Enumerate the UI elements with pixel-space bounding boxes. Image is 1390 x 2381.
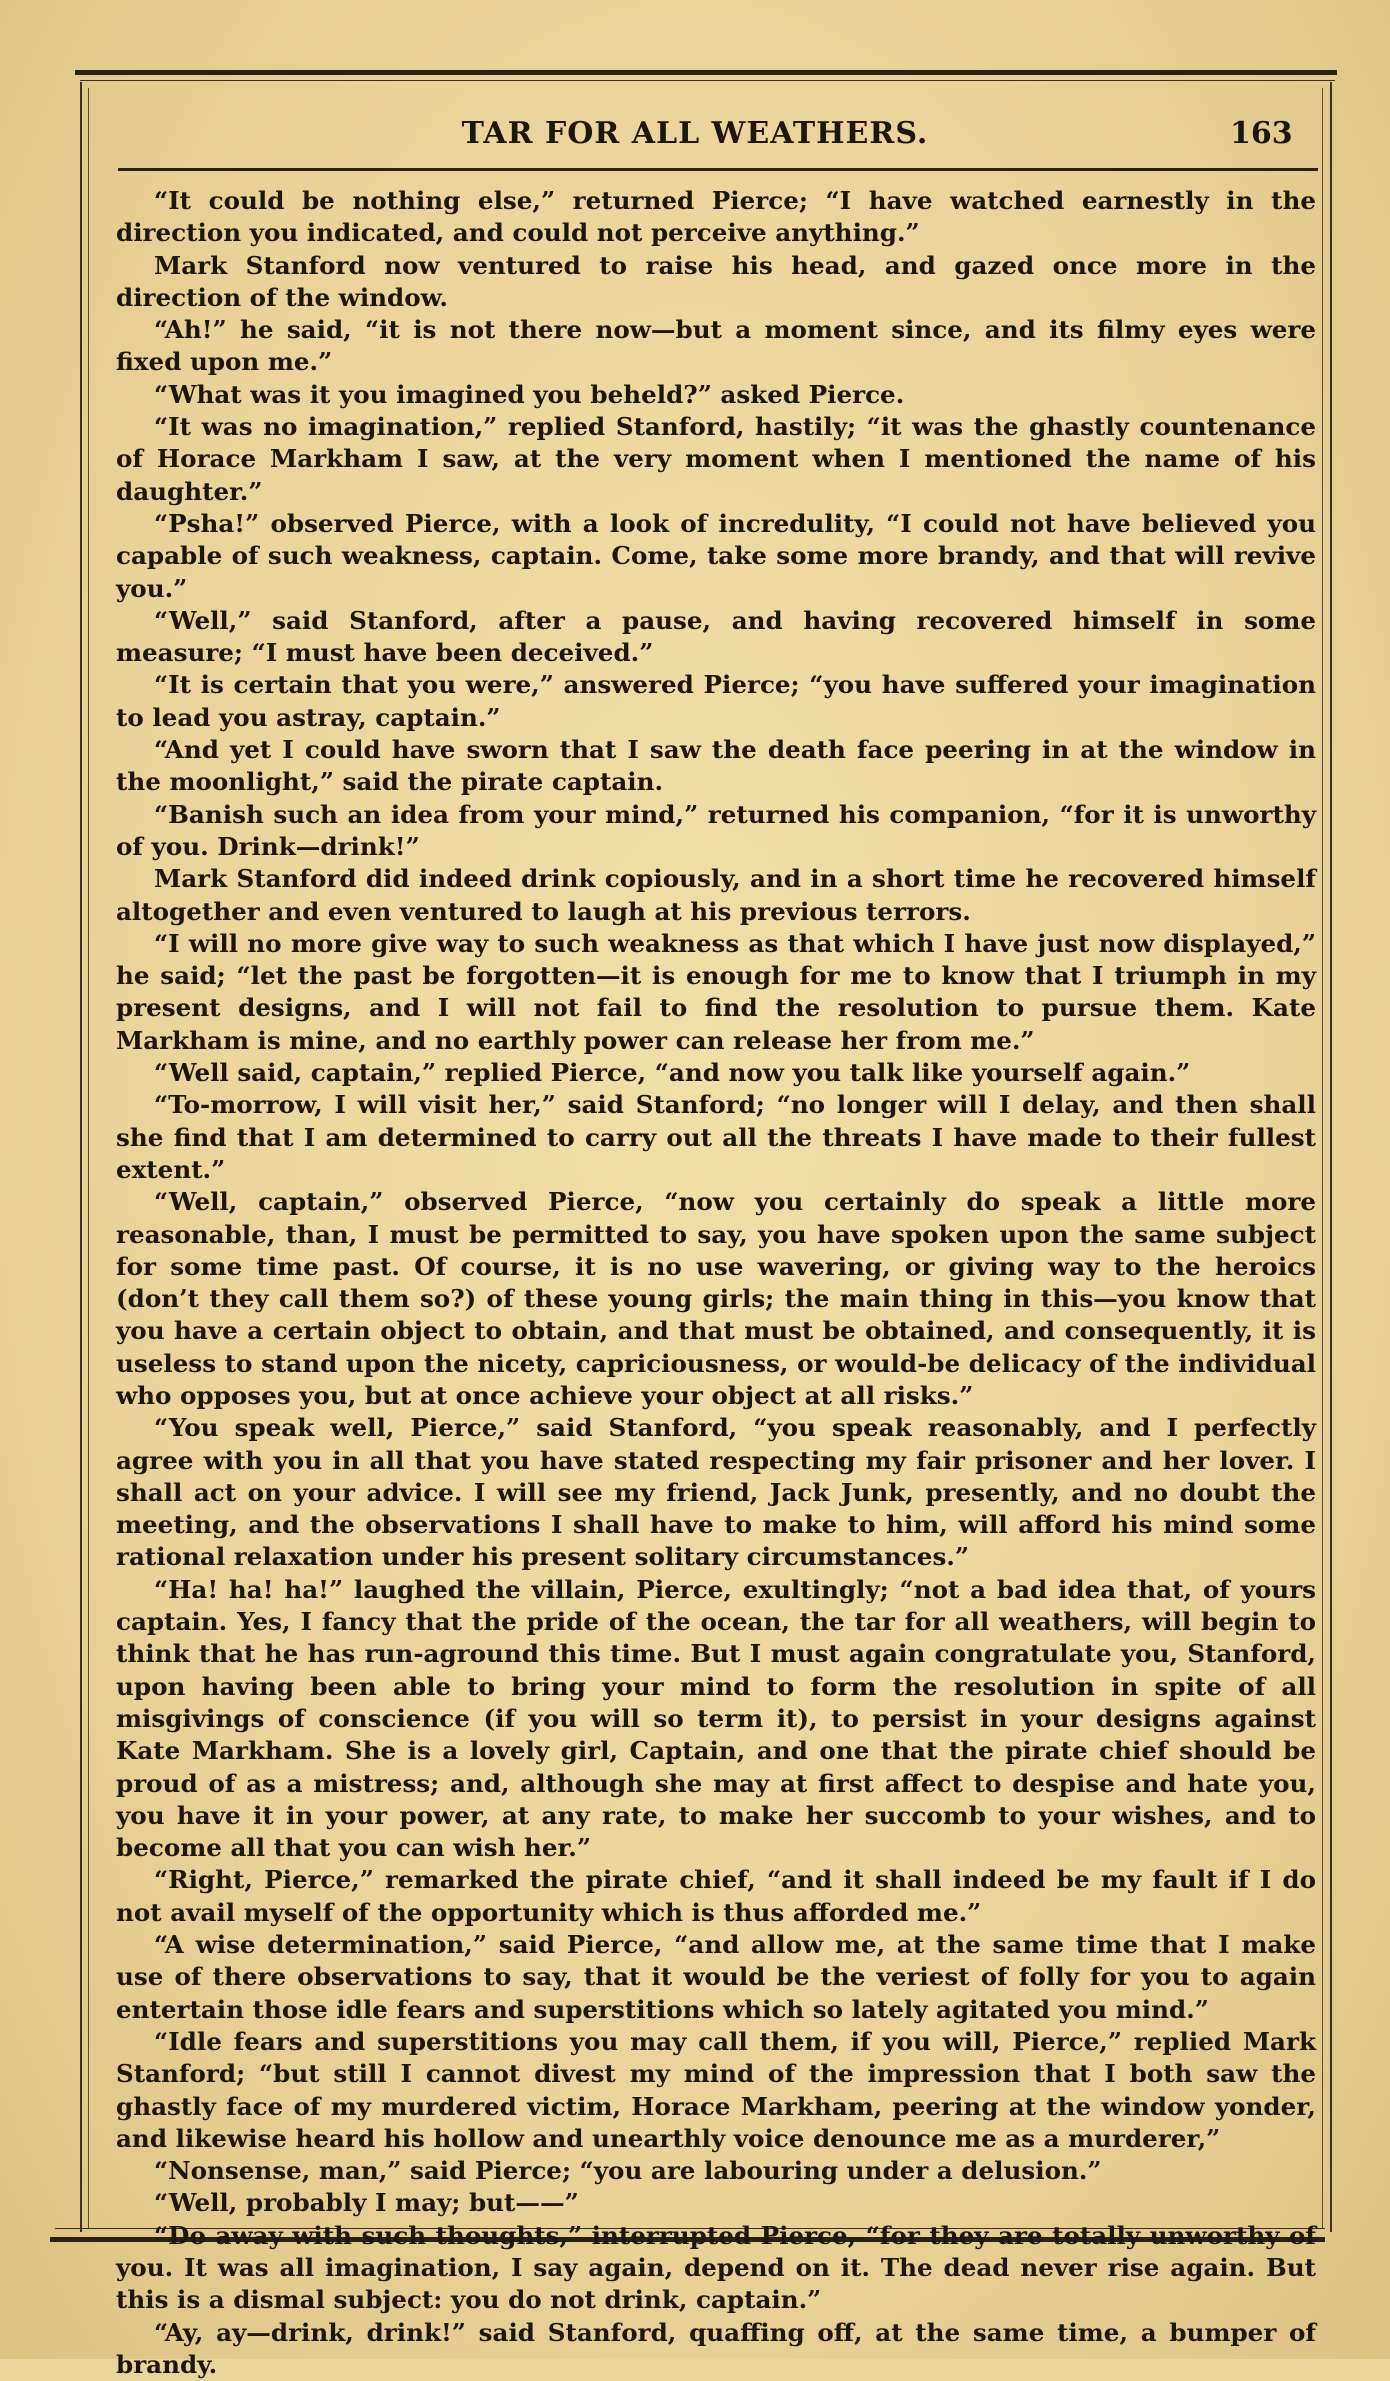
- paragraph: “Psha!” observed Pierce, with a look of incredulity, “I could not have believed you capable of such weakness, captain. Come, take some more brandy, and that will revive you.”: [116, 508, 1316, 603]
- right-border-rule: [1330, 82, 1332, 2232]
- paragraph: “It is certain that you were,” answered Pierce; “you have suffered your imagination to lead you astray, captain.”: [116, 670, 1316, 732]
- paragraph: “Well,” said Stanford, after a pause, and having recovered himself in some measure; “I must have been deceived.”: [116, 605, 1316, 668]
- paragraph: “Well, captain,” observed Pierce, “now you certainly do speak a little more reasonable, than, I must be permitted to say, you have spoken upon the same subject for some time past. Of course, it is no use wavering, or giving way to the heroics (don’t they call them so?) of these young girls; the main thing in this—you know that you have a certain object to obtain, and that must be obtained, and consequently, it is useless to stand upon the nicety, capriciousness, or would-be delicacy of the individual who opposes you, but at once achieve your object at all risks.”: [116, 1187, 1316, 1410]
- left-border-rule: [80, 82, 82, 2232]
- paragraph: “It could be nothing else,” returned Pierce; “I have watched earnestly in the direction you indicated, and could not perceive anything.”: [116, 186, 1316, 248]
- top-border-thin-rule: [80, 80, 1335, 81]
- paragraph: “Banish such an idea from your mind,” returned his companion, “for it is unworthy of you. Drink—drink!”: [116, 799, 1316, 861]
- paragraph: “Well, probably I may; but——”: [154, 2188, 579, 2218]
- paragraph: “What was it you imagined you beheld?” asked Pierce.: [154, 379, 905, 409]
- running-title: TAR FOR ALL WEATHERS.: [461, 116, 929, 151]
- paragraph: “You speak well, Pierce,” said Stanford, “you speak reasonably, and I perfectly agree with you in all that you have stated respecting my fair prisoner and her lover. I shall act on your advice. I will see my friend, Jack Junk, presently, and no doubt the meeting, and the observations I shall have to make to him, will afford his mind some rational relaxation under his present solitary circumstances.”: [116, 1413, 1316, 1572]
- paragraph: Mark Stanford now ventured to raise his head, and gazed once more in the direction of the window.: [116, 250, 1316, 312]
- header-rule: [118, 168, 1318, 171]
- paragraph: “And yet I could have sworn that I saw the death face peering in at the window in the moonlight,” said the pirate captain.: [116, 735, 1316, 797]
- paragraph: “It was no imagination,” replied Stanford, hastily; “it was the ghastly countenance of Horace Markham I saw, at the very moment when I mentioned the name of his daughter.”: [116, 412, 1316, 506]
- paragraph: “Idle fears and superstitions you may call them, if you will, Pierce,” replied Mark Stanford; “but still I cannot divest my mind of the impression that I both saw the ghastly face of my murdered victim, Horace Markham, peering at the window yonder, and likewise heard his hollow and unearthly voice denounce me as a murderer,”: [116, 2026, 1316, 2153]
- top-border-rule: [75, 70, 1337, 75]
- paragraph: “Well said, captain,” replied Pierce, “and now you talk like yourself again.”: [154, 1058, 1191, 1088]
- page-number: 163: [1230, 116, 1293, 151]
- left-inner-border-rule: [88, 88, 89, 2228]
- paragraph: Mark Stanford did indeed drink copiously, and in a short time he recovered himself altogether and even ventured to laugh at his previous terrors.: [116, 864, 1316, 926]
- paragraph: “Nonsense, man,” said Pierce; “you are labouring under a delusion.”: [154, 2156, 1102, 2186]
- paragraph: “A wise determination,” said Pierce, “and allow me, at the same time that I make use of there observations to say, that it would be the veriest of folly for you to again entertain those idle fears and superstitions which so lately agitated you mind.”: [116, 1930, 1316, 2024]
- paragraph: “Right, Pierce,” remarked the pirate chief, “and it shall indeed be my fault if I do not avail myself of the opportunity which is thus afforded me.”: [116, 1865, 1316, 1927]
- paragraph: “Ah!” he said, “it is not there now—but a moment since, and its filmy eyes were fixed upon me.”: [116, 315, 1316, 377]
- paragraph: “Do away with such thoughts,” interrupted Pierce, “for they are totally unworthy of you. It was all imagination, I say again, depend on it. The dead never rise again. But this is a dismal subject: you do not drink, captain.”: [116, 2220, 1316, 2315]
- body-text: [116, 185, 1316, 2381]
- paragraph: “Ha! ha! ha!” laughed the villain, Pierce, exultingly; “not a bad idea that, of yours captain. Yes, I fancy that the pride of the ocean, the tar for all weathers, will begin to think that he has run-aground this time. But I must again congratulate you, Stanford, upon having been able to bring your mind to form the resolution in spite of all misgivings of conscience (if you will so term it), to persist in your designs against Kate Markham. She is a lovely girl, Captain, and one that the pirate chief should be proud of as a mistress; and, although she may at first affect to despise and hate you, you have it in your power, at any rate, to make her succomb to your wishes, and to become all that you can wish her.”: [116, 1574, 1316, 1863]
- paragraph: “To-morrow, I will visit her,” said Stanford; “no longer will I delay, and then shall she find that I am determined to carry out all the threats I have made to their fullest extent.”: [116, 1090, 1316, 1184]
- paragraph: “Ay, ay—drink, drink!” said Stanford, quaffing off, at the same time, a bumper of brandy.: [116, 2317, 1316, 2379]
- paragraph: “I will no more give way to such weakness as that which I have just now displayed,” he said; “let the past be forgotten—it is enough for me to know that I triumph in my present designs, and I will not fail to find the resolution to pursue them. Kate Markham is mine, and no earthly power can release her from me.”: [116, 928, 1316, 1055]
- right-inner-border-rule: [1322, 88, 1323, 2228]
